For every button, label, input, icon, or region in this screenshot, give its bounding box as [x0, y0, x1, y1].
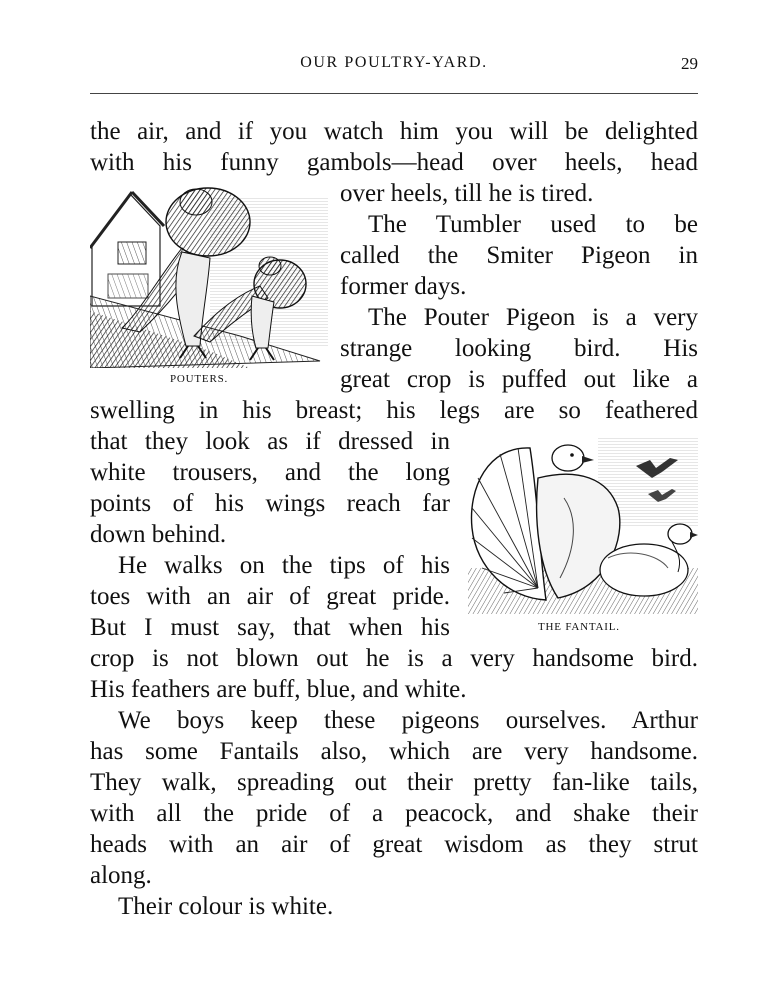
text-line-19: His feathers are buff, blue, and white. — [90, 676, 467, 703]
text-line-7: The Pouter Pigeon is a very — [368, 304, 698, 331]
header-rule — [90, 93, 698, 94]
text-line-2: with his funny gambols—head over heels, head — [90, 149, 698, 176]
text-line-25: along. — [90, 862, 152, 889]
text-line-4: The Tumbler used to be — [368, 211, 698, 238]
fantail-caption: THE FANTAIL. — [538, 621, 620, 633]
text-line-22: They walk, spreading out their pretty fan-like tails, — [90, 769, 698, 796]
text-line-8: strange looking bird. His — [340, 335, 698, 362]
text-line-15: He walks on the tips of his — [118, 552, 450, 579]
text-line-1: the air, and if you watch him you will be delighted — [90, 118, 698, 145]
text-line-12: white trousers, and the long — [90, 459, 450, 486]
text-line-11: that they look as if dressed in — [90, 428, 450, 455]
page-header — [90, 52, 698, 82]
text-line-23: with all the pride of a peacock, and shake their — [90, 800, 698, 827]
text-line-13: points of his wings reach far — [90, 490, 450, 517]
text-line-10: swelling in his breast; his legs are so feathered — [90, 397, 698, 424]
text-line-17: But I must say, that when his — [90, 614, 450, 641]
page-number: 29 — [681, 54, 698, 73]
fantail-illustration — [468, 438, 700, 614]
text-line-20: We boys keep these pigeons ourselves. Arthur — [118, 707, 698, 734]
running-title: OUR POULTRY-YARD. — [300, 54, 488, 71]
text-line-16: toes with an air of great pride. — [90, 583, 450, 610]
text-line-24: heads with an air of great wisdom as they strut — [90, 831, 698, 858]
text-line-5: called the Smiter Pigeon in — [340, 242, 698, 269]
text-line-26: Their colour is white. — [118, 893, 334, 920]
pouters-caption: POUTERS. — [170, 373, 229, 385]
text-line-3: over heels, till he is tired. — [340, 180, 594, 207]
text-line-9: great crop is puffed out like a — [340, 366, 698, 393]
text-line-18: crop is not blown out he is a very handsome bird. — [90, 645, 698, 672]
text-line-6: former days. — [340, 273, 467, 300]
text-line-14: down behind. — [90, 521, 227, 548]
text-line-21: has some Fantails also, which are very handsome. — [90, 738, 698, 765]
pouters-illustration — [90, 186, 330, 368]
